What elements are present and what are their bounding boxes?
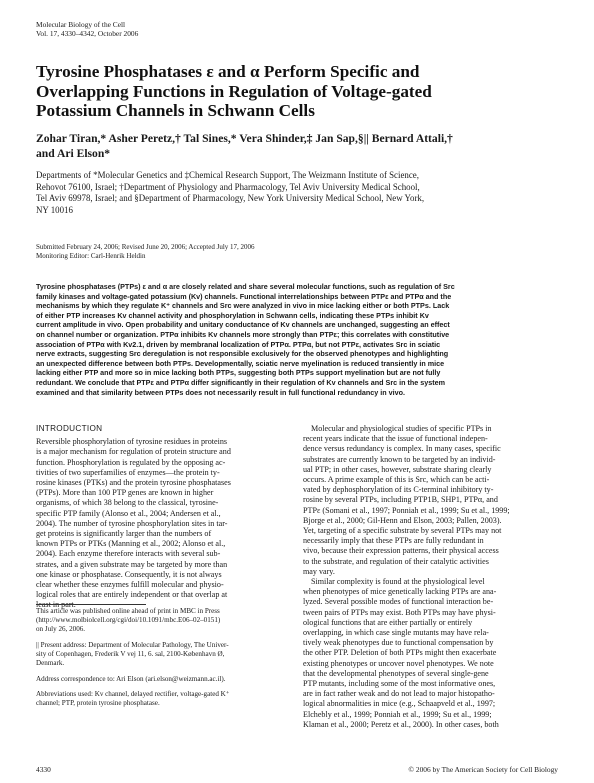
left-column [36, 424, 291, 611]
body-line: (PTPs). More than 100 PTP genes are known in higher [36, 488, 214, 498]
body-line: tween pairs of PTPs may exist. Both PTPs may have physi- [303, 607, 496, 617]
body-line: may vary. [303, 566, 335, 576]
body-line: necessarily imply that these PTPs are fully redundant in [303, 536, 484, 546]
body-line: rosine kinases (PTKs) and the protein tyrosine phosphatases [36, 478, 231, 488]
body-line: that the developmental phenotypes of several single-gene [303, 668, 489, 678]
body-line: specific PTP family (Alonso et al., 2004; Andersen et al., [36, 508, 221, 518]
footnote-line: on July 26, 2006. [36, 625, 86, 633]
submission-dates [36, 243, 255, 261]
body-line: least in part. [36, 600, 76, 610]
footnote-line: channel; PTP, protein tyrosine phosphatase. [36, 699, 160, 707]
affiliation-line: Rehovot 76100, Israel; †Department of Physiology and Pharmacology, Tel Aviv University Medical School, [36, 181, 420, 192]
body-line: clear whether these enzymes fulfill molecular and physio- [36, 580, 224, 590]
affiliation-line: Tel Aviv 69978, Israel; and §Department of Pharmacology, New York University Medical School, New York, [36, 193, 425, 203]
affiliation-line: Departments of *Molecular Genetics and ‡Chemical Research Support, The Weizmann Institute of Science, [36, 170, 419, 180]
affiliation-line: NY 10016 [36, 204, 73, 215]
footnote-line: This article was published online ahead of print in MBC in Press [36, 607, 220, 615]
journal-volume: Vol. 17, 4330–4342, October 2006 [36, 29, 139, 38]
body-line: existing phenotypes or uncover novel phenotypes. We note [303, 658, 494, 668]
body-line: tively weak phenotypes due to functional compensation by [303, 638, 494, 648]
body-line: ual PTP; in other cases, however, substrate sharing clearly [303, 464, 492, 474]
body-line: lyzed. Several possible modes of functional interaction be- [303, 597, 494, 607]
body-line: rosine by several PTPs, including PTP1B, SHP1, PTPα, and [303, 495, 498, 505]
footnote-rule [36, 604, 146, 605]
body-line: Yet, targeting of a specific substrate by several PTPs may not [303, 526, 502, 536]
body-line: dence versus redundancy is complex. In many cases, specific [303, 444, 501, 454]
abstract-line: mechanisms by which they regulate K⁺ channels and Src were analyzed in vivo in mice lacking either or both PTPs. Lack [36, 301, 450, 311]
author-line: Zohar Tiran,* Asher Peretz,† Tal Sines,* Vera Shinder,‡ Jan Sap,§|| Bernard Attali,† [36, 132, 453, 145]
abstract-line: on channel number or organization. PTPα inhibits Kv channels more strongly than PTPε; this correlates with constitutive [36, 329, 450, 339]
body-line: Molecular and physiological studies of specific PTPs in [311, 424, 492, 433]
footnote-correspondence [36, 675, 291, 684]
author-line: and Ari Elson* [36, 147, 111, 160]
footnote-abbreviations [36, 690, 291, 708]
body-line: vivo, because their expression patterns, their physical access [303, 546, 499, 556]
title-line: Potassium Channels in Schwann Cells [36, 101, 315, 121]
abstract-line: nerve extracts, suggesting Src deregulation is not responsible exclusively for the observed phenotypes and highlighting [36, 349, 449, 359]
body-line: tivities of two superfamilies of enzymes—the protein ty- [36, 467, 220, 477]
body-line: one kinase or phosphatase. Consequently, it is not always [36, 569, 222, 579]
abstract-line: an unexpected difference between both PTPs. Developmentally, sciatic nerve myelination is reduced transiently in mice [36, 358, 445, 368]
article-title [36, 62, 566, 121]
body-line: substrates are currently known to be targeted by an individ- [303, 454, 496, 464]
body-line: PTPε (Somani et al., 1997; Ponniah et al., 1999; Su et al., 1999; [303, 505, 510, 515]
body-line: the other PTP. Deletion of both PTPs might then exacerbate [303, 648, 497, 658]
affiliations [36, 170, 566, 216]
body-line: logical abnormalities in mice (e.g., Schaapveld et al., 1997; [303, 699, 496, 709]
abstract [36, 282, 564, 397]
abstract-line: of either PTP increases Kv channel activity and phosphorylation in Schwann cells, indicating these PTPs inhibit Kv [36, 310, 429, 320]
section-heading-introduction: INTRODUCTION [36, 424, 103, 433]
body-line: 2004). The number of tyrosine phosphorylation sites in tar- [36, 518, 228, 528]
title-line: Overlapping Functions in Regulation of Voltage-gated [36, 81, 432, 101]
body-line: organisms, of which 38 belong to the classical, tyrosine- [36, 498, 219, 508]
body-line: PTP mutants, including some of the most informative ones, [303, 679, 496, 689]
body-line: recent years indicate that the issue of functional indepen- [303, 434, 488, 444]
footnote-line: Denmark. [36, 659, 65, 667]
body-line: Similar complexity is found at the physiological level [311, 577, 485, 587]
footnote-press [36, 607, 291, 634]
abstract-line: examined and that similarity between PTPs does not necessarily result in full functional redundancy in vivo. [36, 387, 406, 397]
abstract-line: redundant. We conclude that PTPε and PTPα differ significantly in their regulation of Kv channels and Src in the system [36, 377, 446, 387]
abstract-line: lacking either PTP and more so in mice lacking both PTPs, suggesting both PTPs support myelination but are not fully [36, 368, 441, 378]
body-line: occurs. A prime example of this is Src, which can be acti- [303, 475, 490, 485]
abstract-line: association of PTPα with Kv2.1, driven by membranal localization of PTPα. PTPα, but not PTPε, activates Src in sciatic [36, 339, 441, 349]
footnote-line: || Present address: Department of Molecular Pathology, The Univer- [36, 641, 229, 649]
body-line: when phenotypes of mice genetically lacking PTPs are ana- [303, 587, 497, 597]
abstract-line: Tyrosine phosphatases (PTPs) ε and α are closely related and share several molecular functions, such as regulation of Src [36, 282, 455, 291]
abstract-line: current amplitude in vivo. Open probability and unitary conductance of Kv channels are unchanged, suggesting an effect [36, 320, 450, 330]
body-line: function. Phosphorylation is regulated by the opposing ac- [36, 457, 226, 467]
copyright-notice: © 2006 by The American Society for Cell Biology [408, 765, 558, 774]
body-line: known PTPs or PTKs (Manning et al., 2002; Alonso et al., [36, 539, 226, 549]
footnote-line: Abbreviations used: Kv channel, delayed rectifier, voltage-gated K⁺ [36, 690, 230, 698]
body-line: Elchebly et al., 1999; Ponniah et al., 1999; Su et al., 1999; [303, 709, 492, 719]
body-line: are in fact rather weak and do not lead to major histopatho- [303, 689, 495, 699]
body-line: overlapping, in which case single mutants may have rela- [303, 628, 489, 638]
body-line: Klaman et al., 2000; Peretz et al., 2000). In other cases, both [303, 719, 499, 729]
body-line: logical roles that are entirely independent or that overlap at [36, 590, 228, 600]
body-line: Bjorge et al., 2000; Gil-Henn and Elson, 2003; Pallen, 2003). [303, 515, 502, 525]
footnote-line: Address correspondence to: Ari Elson (ari.elson@weizmann.ac.il). [36, 675, 226, 683]
body-line: to the substrate, and regulation of their catalytic activities [303, 556, 489, 566]
title-line: Tyrosine Phosphatases ε and α Perform Specific and [36, 62, 420, 81]
page-number: 4330 [36, 765, 51, 774]
body-line: vated by dephosphorylation of its C-terminal inhibitory ty- [303, 485, 494, 495]
footnote-line: sity of Copenhagen, Frederik V vej 11, 6. sal, 2100-København Ø, [36, 650, 225, 658]
body-line: strates, and a given substrate may be targeted by more than [36, 559, 228, 569]
body-line: 2004). Each enzyme therefore interacts with several sub- [36, 549, 221, 559]
body-line: get proteins is significantly larger than the numbers of [36, 529, 212, 539]
body-line: is a major mechanism for regulation of protein structure and [36, 447, 231, 457]
footnote-link[interactable]: (http://www.molbiolcell.org/cgi/doi/10.1091/mbc.E06–02–0151) [36, 616, 221, 624]
body-line: Reversible phosphorylation of tyrosine residues in proteins [36, 437, 228, 447]
abstract-line: family kinases and voltage-gated potassium (Kv) channels. Functional interrelationships between PTPε and PTPα and the [36, 291, 452, 301]
editor-line: Monitoring Editor: Carl-Henrik Heldin [36, 252, 146, 260]
dates-line: Submitted February 24, 2006; Revised June 20, 2006; Accepted July 17, 2006 [36, 243, 255, 251]
body-line: ological functions that are either partially or entirely [303, 617, 473, 627]
journal-header [36, 20, 138, 38]
journal-name: Molecular Biology of the Cell [36, 20, 126, 29]
author-list [36, 131, 566, 161]
footnote-present-address [36, 641, 291, 668]
right-column [303, 424, 558, 730]
